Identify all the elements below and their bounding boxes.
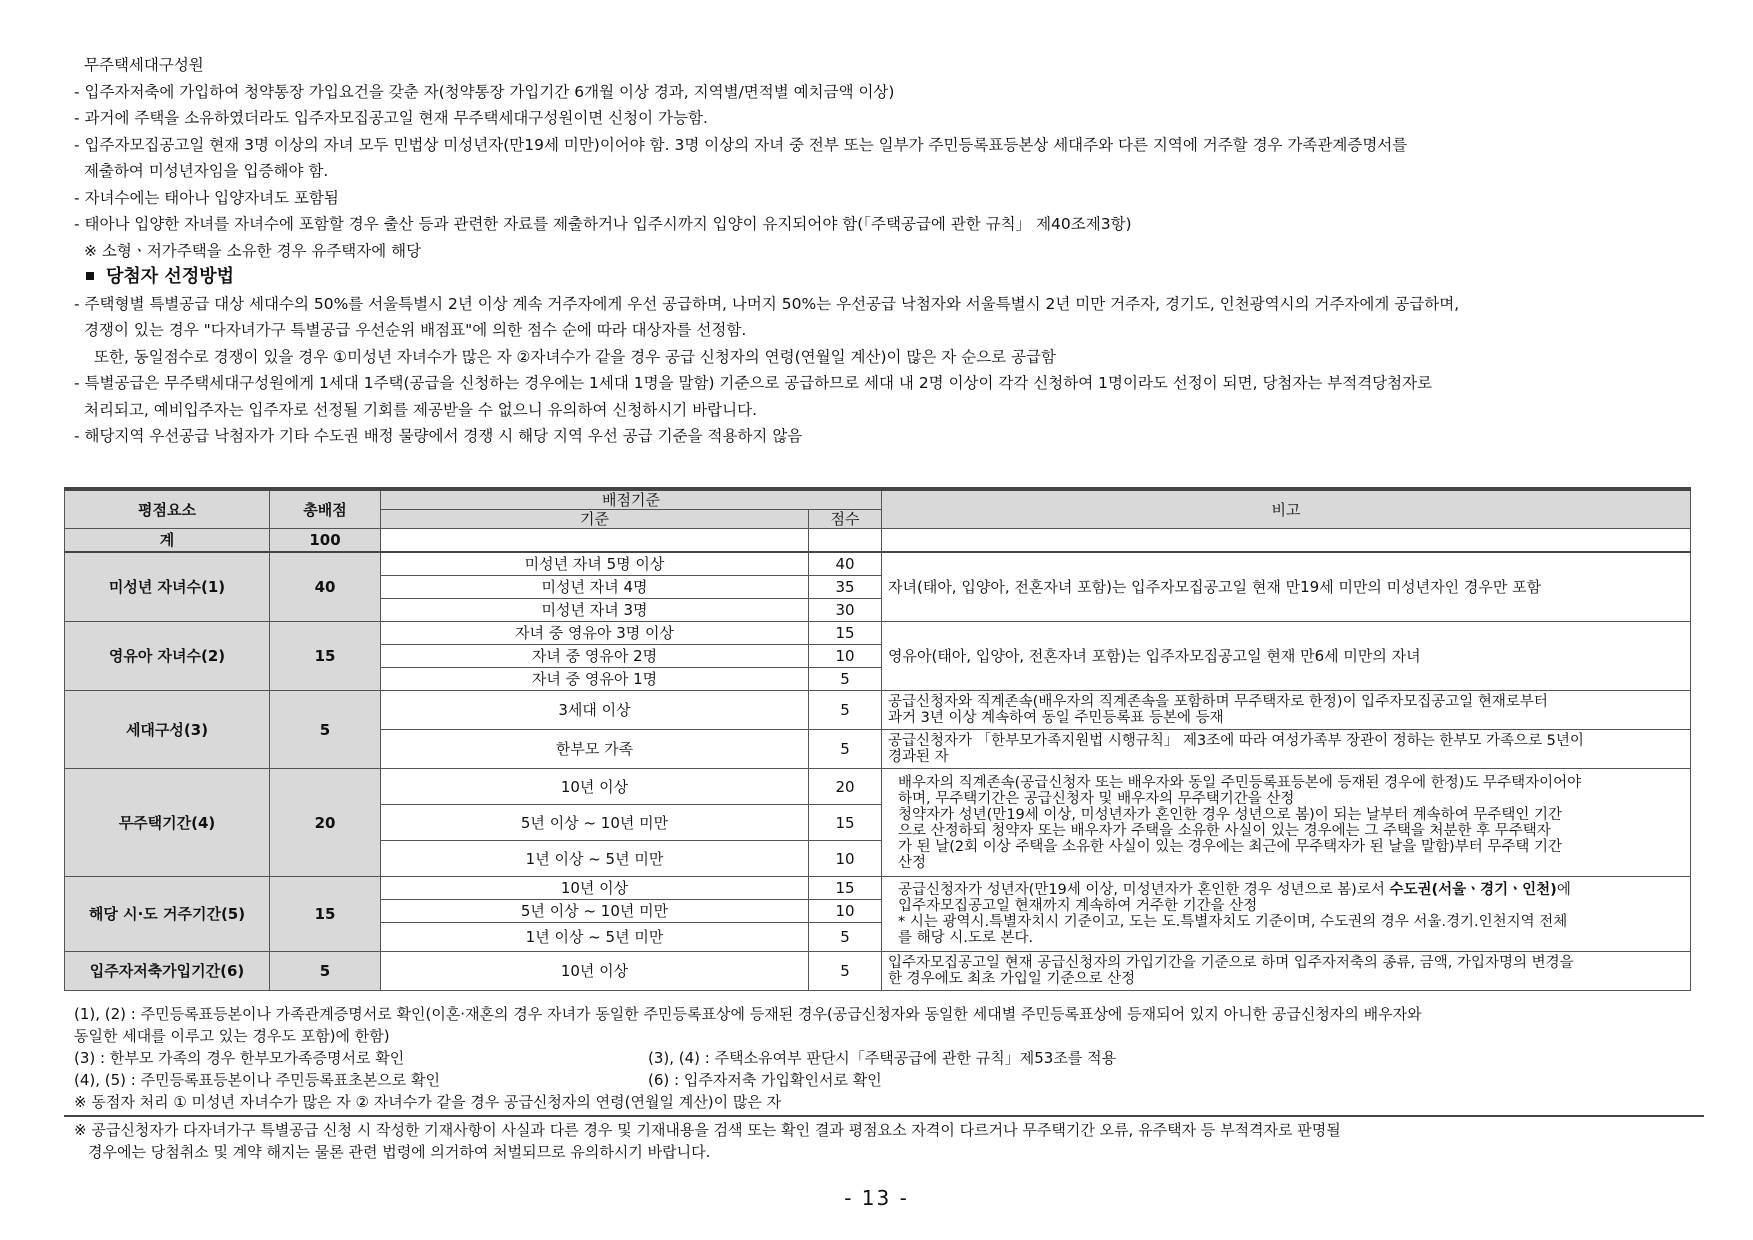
category-label: 해당 시·도 거주기간(5)	[65, 877, 270, 952]
category-label: 미성년 자녀수(1)	[65, 552, 270, 622]
table-notes	[74, 1003, 1694, 1163]
table-row	[65, 552, 1691, 576]
score-cell: 15	[809, 877, 882, 900]
criteria-cell: 10년 이상	[381, 877, 809, 900]
score-cell: 5	[809, 668, 882, 691]
criteria-cell: 자녀 중 영유아 1명	[381, 668, 809, 691]
score-cell: 10	[809, 841, 882, 877]
selection-line: - 해당지역 우선공급 낙첨자가 기타 수도권 배정 물량에서 경쟁 시 해당 지역 우선 공급 기준을 적용하지 않음	[74, 427, 803, 445]
score-cell: 5	[809, 952, 882, 991]
criteria-cell: 5년 이상 ~ 10년 미만	[381, 805, 809, 841]
criteria-cell: 1년 이상 ~ 5년 미만	[381, 923, 809, 952]
eligibility-line: - 과거에 주택을 소유하였더라도 입주자모집공고일 현재 무주택세대구성원이면 신청이 가능함.	[74, 109, 708, 127]
table-row	[65, 529, 1691, 553]
header-score: 점수	[809, 510, 882, 529]
table-row	[65, 691, 1691, 730]
remark-cell: 공급신청자가 「한부모가족지원법 시행규칙」 제3조에 따라 여성가족부 장관이 정하는 한부모 가족으로 5년이 경과된 자	[882, 730, 1691, 769]
criteria-cell: 한부모 가족	[381, 730, 809, 769]
table-row	[65, 877, 1691, 900]
category-total: 20	[270, 769, 381, 877]
eligibility-section	[74, 52, 1704, 450]
note-line: 동일한 세대를 이루고 있는 경우도 포함)에 한함)	[74, 1027, 390, 1045]
category-total: 5	[270, 691, 381, 769]
section-title: 당첨자 선정방법	[82, 264, 1704, 291]
category-label: 무주택기간(4)	[65, 769, 270, 877]
header-remarks: 비고	[882, 489, 1691, 529]
header-element: 평점요소	[65, 489, 270, 529]
eligibility-note: ※ 소형ㆍ저가주택을 소유한 경우 유주택자에 해당	[84, 241, 422, 260]
category-total: 15	[270, 622, 381, 691]
table-header-row	[65, 489, 1691, 510]
note-line: (4), (5) : 주민등록표등본이나 주민등록표초본으로 확인 (6) : 입주자저축 가입확인서로 확인	[74, 1071, 882, 1089]
eligibility-heading: 무주택세대구성원	[84, 56, 204, 74]
category-label: 영유아 자녀수(2)	[65, 622, 270, 691]
score-cell: 15	[809, 805, 882, 841]
remark-cell: 공급신청자와 직계존속(배우자의 직계존속을 포함하며 무주택자로 한정)이 입주자모집공고일 현재로부터 과거 3년 이상 계속하여 동일 주민등록표 등본에 등재	[882, 691, 1691, 730]
note-line: (3) : 한부모 가족의 경우 한부모가족증명서로 확인 (3), (4) : 주택소유여부 판단시「주택공급에 관한 규칙」제53조를 적용	[74, 1049, 1117, 1067]
eligibility-line: - 입주자모집공고일 현재 3명 이상의 자녀 모두 민법상 미성년자(만19세 미만)이어야 함. 3명 이상의 자녀 중 전부 또는 일부가 주민등록표등본상 세대주와 다른 지역에 거주할 경우 가족관계증명서를	[74, 135, 1408, 154]
priority-score-table	[64, 487, 1691, 991]
criteria-cell: 자녀 중 영유아 2명	[381, 645, 809, 668]
divider	[64, 1115, 1704, 1117]
category-label: 세대구성(3)	[65, 691, 270, 769]
category-total: 5	[270, 952, 381, 991]
eligibility-line: - 자녀수에는 태아나 입양자녀도 포함됨	[74, 188, 339, 207]
header-criteria-group: 배점기준	[381, 489, 882, 510]
selection-line: 처리되고, 예비입주자는 입주자로 선정될 기회를 제공받을 수 없으니 유의하여 신청하시기 바랍니다.	[84, 400, 758, 419]
criteria-cell: 3세대 이상	[381, 691, 809, 730]
category-total: 15	[270, 877, 381, 952]
score-cell: 5	[809, 730, 882, 769]
tie-break-note: ※ 동점자 처리 ① 미성년 자녀수가 많은 자 ② 자녀수가 같을 경우 공급신청자의 연령(연월일 계산)이 많은 자	[74, 1093, 782, 1111]
page-number: - 13 -	[844, 1186, 909, 1210]
table-row	[65, 769, 1691, 805]
score-cell: 10	[809, 900, 882, 923]
score-cell: 40	[809, 552, 882, 576]
eligibility-line: 제출하여 미성년자임을 입증해야 함.	[84, 162, 329, 180]
warning-note: ※ 공급신청자가 다자녀가구 특별공급 신청 시 작성한 기재사항이 사실과 다른 경우 및 기재내용을 검색 또는 확인 결과 평점요소 자격이 다르거나 무주택기간 오류, 유주택자 등 부적격자로 판명될	[74, 1121, 1341, 1139]
criteria-cell: 미성년 자녀 3명	[381, 599, 809, 622]
remark-cell: 입주자모집공고일 현재 공급신청자의 가입기간을 기준으로 하며 입주자저축의 종류, 금액, 가입자명의 변경을 한 경우에도 최초 가입일 기준으로 산정	[882, 952, 1691, 991]
remark-cell: 자녀(태아, 입양아, 전혼자녀 포함)는 입주자모집공고일 현재 만19세 미만의 미성년자인 경우만 포함	[882, 552, 1691, 622]
table-row	[65, 952, 1691, 991]
score-cell: 5	[809, 923, 882, 952]
header-criteria: 기준	[381, 510, 809, 529]
sum-total: 100	[270, 529, 381, 553]
category-total: 40	[270, 552, 381, 622]
score-cell: 10	[809, 645, 882, 668]
score-cell: 35	[809, 576, 882, 599]
criteria-cell: 자녀 중 영유아 3명 이상	[381, 622, 809, 645]
remark-cell: 배우자의 직계존속(공급신청자 또는 배우자와 동일 주민등록표등본에 등재된 경우에 한정)도 무주택자이어야 하며, 무주택기간은 공급신청자 및 배우자의 무주택기간을 산정 청약자가 성년(만19세 이상, 미성년자가 혼인한 경우 성년으로 봄)이 되는 날부터 계속하여 무주택인 기간 으로 산정하되 청약자 또는 배우자가 주택을 소유한 사실이 있는 경우에는 그 주택을 처분한 후 무주택자 가 된 날(2회 이상 주택을 소유한 사실이 있는 경우에는 최근에 무주택자가 된 날을 말함)부터 무주택 기간 산정	[882, 769, 1691, 877]
note-line: (1), (2) : 주민등록표등본이나 가족관계증명서로 확인(이혼·재혼의 경우 자녀가 동일한 주민등록표상에 등재된 경우(공급신청자와 동일한 세대별 주민등록표상에 등재되어 있지 아니한 공급신청자의 배우자와	[74, 1005, 1422, 1023]
selection-line: 또한, 동일점수로 경쟁이 있을 경우 ①미성년 자녀수가 많은 자 ②자녀수가 같을 경우 공급 신청자의 연령(연월일 계산)이 많은 자 순으로 공급함	[94, 347, 1056, 366]
score-cell: 30	[809, 599, 882, 622]
score-cell: 20	[809, 769, 882, 805]
remark-cell: 공급신청자가 성년자(만19세 이상, 미성년자가 혼인한 경우 성년으로 봄)로서 수도권(서울ㆍ경기ㆍ인천)에 입주자모집공고일 현재까지 계속하여 거주한 기간을 산정 * 시는 광역시.특별자치시 기준이고, 도는 도.특별자치도 기준이며, 수도권의 경우 서울.경기.인천지역 전체 를 해당 시.도로 본다.	[882, 877, 1691, 952]
criteria-cell: 미성년 자녀 5명 이상	[381, 552, 809, 576]
sum-label: 계	[65, 529, 270, 553]
selection-line: - 주택형별 특별공급 대상 세대수의 50%를 서울특별시 2년 이상 계속 거주자에게 우선 공급하며, 나머지 50%는 우선공급 낙첨자와 서울특별시 2년 미만 거주자, 경기도, 인천광역시의 거주자에게 공급하며,	[74, 294, 1460, 313]
selection-line: 경쟁이 있는 경우 "다자녀가구 특별공급 우선순위 배점표"에 의한 점수 순에 따라 대상자를 선정함.	[84, 321, 747, 339]
eligibility-line: - 태아나 입양한 자녀를 자녀수에 포함할 경우 출산 등과 관련한 자료를 제출하거나 입주시까지 입양이 유지되어야 함(「주택공급에 관한 규칙」 제40조제3항)	[74, 215, 1132, 233]
eligibility-line: - 입주자저축에 가입하여 청약통장 가입요건을 갖춘 자(청약통장 가입기간 6개월 이상 경과, 지역별/면적별 예치금액 이상)	[74, 82, 895, 101]
score-cell: 5	[809, 691, 882, 730]
header-total: 총배점	[270, 489, 381, 529]
criteria-cell: 10년 이상	[381, 952, 809, 991]
criteria-cell: 5년 이상 ~ 10년 미만	[381, 900, 809, 923]
criteria-cell: 미성년 자녀 4명	[381, 576, 809, 599]
category-label: 입주자저축가입기간(6)	[65, 952, 270, 991]
selection-line: - 특별공급은 무주택세대구성원에게 1세대 1주택(공급을 신청하는 경우에는 1세대 1명을 말함) 기준으로 공급하므로 세대 내 2명 이상이 각각 신청하여 1명이라도 선정이 되면, 당첨자는 부적격당첨자로	[74, 374, 1433, 392]
criteria-cell: 10년 이상	[381, 769, 809, 805]
score-cell: 15	[809, 622, 882, 645]
square-bullet-icon	[86, 272, 94, 280]
criteria-cell: 1년 이상 ~ 5년 미만	[381, 841, 809, 877]
warning-note: 경우에는 당첨취소 및 계약 해지는 물론 관련 법령에 의거하여 처벌되므로 유의하시기 바랍니다.	[88, 1143, 711, 1161]
table-row	[65, 622, 1691, 645]
remark-cell: 영유아(태아, 입양아, 전혼자녀 포함)는 입주자모집공고일 현재 만6세 미만의 자녀	[882, 622, 1691, 691]
